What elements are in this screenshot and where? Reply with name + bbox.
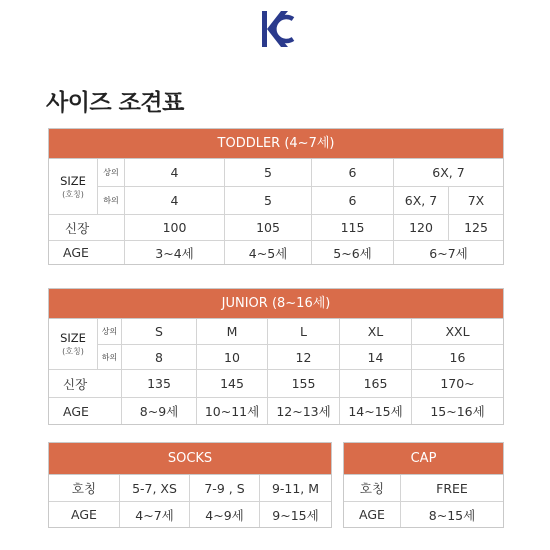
junior-top-cell: M [196,319,267,344]
toddler-top-cell: 6X, 7 [393,159,503,186]
cap-size-cell: FREE [400,475,503,501]
page-title: 사이즈 조견표 [46,90,184,116]
kc-mark-icon [257,6,297,52]
size-label: SIZE [60,331,86,345]
junior-bottom-cell: 16 [411,345,503,369]
junior-age-cell: 10~11세 [196,398,267,424]
junior-height-cell: 170~ [411,370,503,397]
toddler-age-cell: 5~6세 [311,241,393,264]
size-sub-label: (호칭) [62,347,84,356]
junior-bottom-cell: 12 [267,345,339,369]
junior-height-cell: 165 [339,370,411,397]
junior-age-cell: 15~16세 [411,398,503,424]
age-label: AGE [63,245,89,260]
toddler-height-cell: 120 [393,215,448,240]
junior-size-row [49,319,503,369]
junior-top-cell: S [121,319,196,344]
toddler-bottom-cell: 6X, 7 [393,187,448,214]
toddler-bottom-row [97,186,503,214]
socks-size-cell: 5-7, XS [119,475,189,501]
height-label: 신장 [65,220,90,236]
socks-age-cell: 9~15세 [259,502,331,527]
toddler-height-cell: 125 [448,215,503,240]
junior-height-cell: 155 [267,370,339,397]
toddler-table [48,128,504,265]
cap-header: CAP [344,443,503,475]
junior-bottom-cell: 8 [121,345,196,369]
junior-top-cell: XL [339,319,411,344]
toddler-size-label [49,159,97,214]
junior-top-cell: L [267,319,339,344]
toddler-bottom-cell: 5 [224,187,311,214]
toddler-age-row [49,240,503,264]
top-label: 상의 [97,159,124,186]
junior-height-row [49,369,503,397]
cap-age-cell: 8~15세 [400,502,503,527]
socks-age-label: AGE [71,507,97,522]
junior-top-cell: XXL [411,319,503,344]
toddler-age-cell: 3~4세 [124,241,224,264]
junior-top-row [97,319,503,344]
toddler-top-cell: 6 [311,159,393,186]
junior-bottom-row [97,344,503,369]
cap-age-label: AGE [359,507,385,522]
top-label: 상의 [97,319,121,344]
size-sub-label: (호칭) [62,189,84,199]
toddler-size-row [49,159,503,214]
toddler-bottom-cell: 4 [124,187,224,214]
junior-height-cell: 135 [121,370,196,397]
junior-age-cell: 14~15세 [339,398,411,424]
toddler-top-cell: 4 [124,159,224,186]
cap-age-row [344,501,503,527]
toddler-top-cell: 5 [224,159,311,186]
socks-table [48,442,332,528]
junior-bottom-cell: 14 [339,345,411,369]
toddler-age-cell: 6~7세 [393,241,503,264]
junior-height-cell: 145 [196,370,267,397]
height-label: 신장 [63,376,88,392]
toddler-bottom-cell: 7X [448,187,503,214]
socks-age-cell: 4~7세 [119,502,189,527]
toddler-top-row [97,159,503,186]
socks-age-row [49,501,331,527]
toddler-height-cell: 100 [124,215,224,240]
socks-size-label: 호칭 [71,481,97,496]
size-label: SIZE [60,173,86,188]
bottom-label: 하의 [97,345,121,369]
toddler-age-cell: 4~5세 [224,241,311,264]
toddler-bottom-cell: 6 [311,187,393,214]
cap-size-label: 호칭 [359,481,385,496]
socks-size-cell: 7-9 , S [189,475,259,501]
socks-size-row [49,475,331,501]
cap-size-row [344,475,503,501]
junior-bottom-cell: 10 [196,345,267,369]
junior-age-cell: 12~13세 [267,398,339,424]
socks-header: SOCKS [49,443,331,475]
socks-age-cell: 4~9세 [189,502,259,527]
junior-age-row [49,397,503,424]
toddler-header: TODDLER (4~7세) [49,129,503,159]
junior-age-cell: 8~9세 [121,398,196,424]
toddler-height-row [49,214,503,240]
toddler-height-cell: 105 [224,215,311,240]
junior-size-label [49,319,97,369]
toddler-height-cell: 115 [311,215,393,240]
junior-table [48,288,504,425]
junior-header: JUNIOR (8~16세) [49,289,503,319]
cap-table [343,442,504,528]
age-label: AGE [63,403,89,419]
bottom-label: 하의 [97,187,124,214]
socks-size-cell: 9-11, M [259,475,331,501]
